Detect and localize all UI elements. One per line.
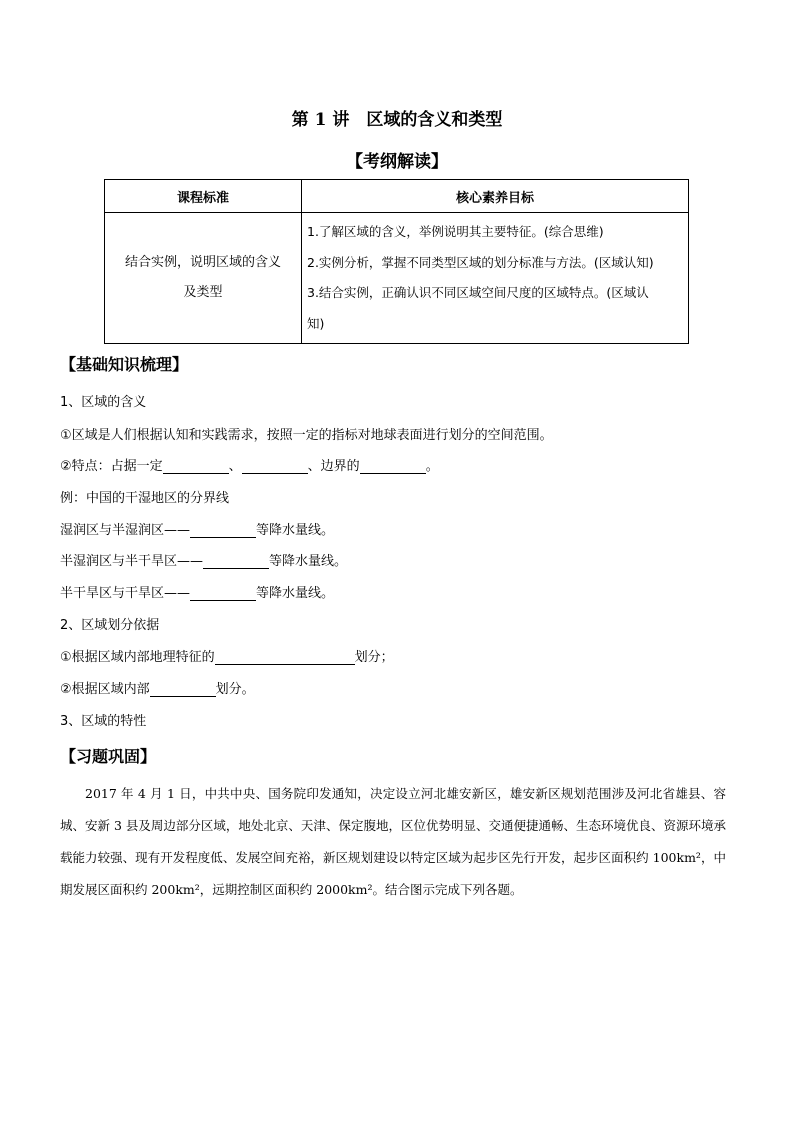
goal-line: 知) [307,315,325,331]
item-1-heading: 1、区域的含义 [60,395,147,410]
example-line: 例：中国的干湿地区的分界线 [60,491,230,506]
fill-blank[interactable] [360,459,426,474]
boundary-line-3 [60,582,334,601]
fill-blank[interactable] [215,650,355,665]
fill-blank[interactable] [203,554,269,569]
basis-text: ①根据区域内部地理特征的 [60,650,215,665]
exercise-passage: 2017 年 4 月 1 日，中共中央、国务院印发通知，决定设立河北雄安新区，雄安新区规划范围涉及河北省雄县、容城、安新 3 县及周边部分区域，地处北京、天津、保定腹地，区位优势明显、交通便捷通畅、生态环境优良、资源环境承载能力较强、现有开发程度低、发展空间充裕，新区规划建设以特定区域为起步区先行开发，起步区面积约 100km²，中期发展区面积约 200km²，远期控制区面积约 2000km²。结合图示完成下列各题。 [60,786,726,897]
item-3-heading: 3、区域的特性 [60,714,147,729]
features-end: 。 [425,459,439,474]
table-header-curriculum: 课程标准 [105,180,302,213]
item-2-heading: 2、区域划分依据 [60,618,160,633]
curriculum-line: 结合实例，说明区域的含义 [124,255,281,270]
table-row [105,213,689,344]
boundary-suffix: 等降水量线。 [256,586,335,601]
knowledge-section-heading: 【基础知识梳理】 [60,355,189,374]
features-line [60,455,439,474]
basis-suffix: 划分； [354,650,394,665]
basis-line-2 [60,678,255,697]
boundary-suffix: 等降水量线。 [256,523,335,538]
features-separator: 、 [228,459,242,474]
boundary-text: 半干旱区与干旱区—— [60,586,191,601]
fill-blank[interactable] [190,523,256,538]
table-header-literacy: 核心素养目标 [302,180,689,213]
syllabus-table [104,179,689,344]
goal-line: 3.结合实例，正确认识不同区域空间尺度的区域特点。(区域认 [307,285,649,300]
features-text-boundary: 、边界的 [307,459,360,474]
goal-line: 2.实例分析，掌握不同类型区域的划分标准与方法。(区域认知) [307,254,654,270]
lesson-title: 第 1 讲 区域的含义和类型 [291,110,503,130]
fill-blank[interactable] [163,459,229,474]
features-text: ②特点：占据一定 [60,459,163,474]
boundary-text: 湿润区与半湿润区—— [60,523,191,538]
definition-line: ①区域是人们根据认知和实践需求，按照一定的指标对地球表面进行划分的空间范围。 [60,428,553,443]
curriculum-line: 及类型 [183,285,223,300]
boundary-suffix: 等降水量线。 [269,554,348,569]
fill-blank[interactable] [190,586,256,601]
table-header-row [105,180,689,213]
exercise-section-heading: 【习题巩固】 [60,747,157,766]
fill-blank[interactable] [150,682,216,697]
literacy-goals-cell [302,213,689,344]
basis-text: ②根据区域内部 [60,682,150,697]
syllabus-heading: 【考纲解读】 [346,152,448,172]
curriculum-standard-cell [105,213,302,344]
goal-line: 1.了解区域的含义，举例说明其主要特征。(综合思维) [307,224,604,239]
basis-line-1 [60,646,394,665]
boundary-line-1 [60,519,334,538]
boundary-line-2 [60,550,347,569]
boundary-text: 半湿润区与半干旱区—— [60,554,204,569]
fill-blank[interactable] [242,459,308,474]
basis-suffix: 划分。 [215,682,255,697]
